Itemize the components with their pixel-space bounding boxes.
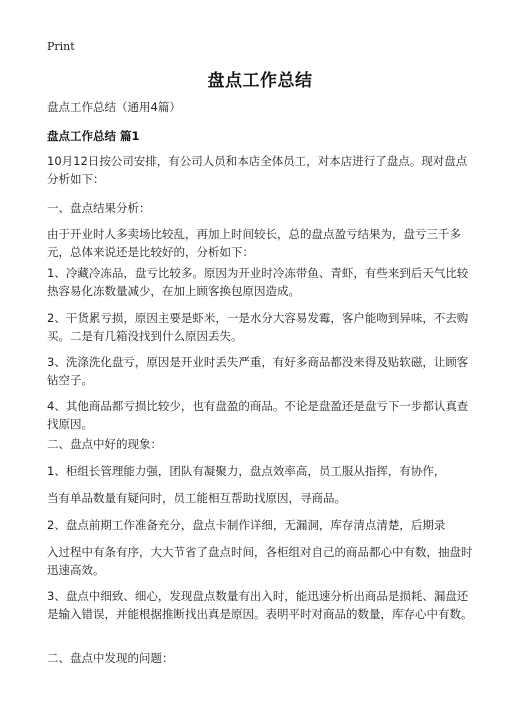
paragraph-good-2b: 入过程中有条有序，大大节省了盘点时间，各柜组对自己的商品都心中有数，抽盘时迅速高效。 (47, 545, 473, 577)
paragraph-result-summary: 由于开业时人多卖场比较乱，再加上时间较长，总的盘点盈亏结果为，盘亏三千多元，总体来说还是比较好的，分析如下： (47, 227, 461, 259)
paragraph-good-3: 3、盘点中细致、细心，发现盘点数量有出入时，能迅速分析出商品是损耗、漏盘还是输入错误，并能根据推断找出真是原因。表明平时对商品的数量，库存心中有数。 (47, 589, 473, 621)
paragraph-heading-good-phenomena: 二、盘点中好的现象： (47, 437, 162, 451)
paragraph-good-1a: 1、柜组长管理能力强，团队有凝聚力，盘点效率高，员工服从指挥，有协作， (47, 464, 446, 478)
paragraph-item-1: 1、冷藏冷冻品，盘亏比较多。原因为开业时冷冻带鱼、青虾，有些来到后天气比较热容易化冻数量减少，在加上顾客换包原因造成。 (47, 266, 469, 298)
paragraph-intro: 10月12日按公司安排，有公司人员和本店全体员工，对本店进行了盘点。现对盘点分析如下： (47, 154, 468, 186)
paragraph-good-1b: 当有单品数量有疑问时，员工能相互帮助找原因，寻商品。 (47, 491, 346, 505)
page-title: 盘点工作总结 (207, 71, 313, 91)
paragraph-item-3: 3、洗涤洗化盘亏，原因是开业时丢失严重，有好多商品都没来得及贴软磁，让顾客钻空子。 (47, 355, 469, 387)
print-link[interactable]: Print (47, 40, 75, 53)
document-subtitle: 盘点工作总结（通用4篇） (47, 100, 181, 114)
paragraph-good-2a: 2、盘点前期工作准备充分，盘点卡制作详细，无漏洞，库存清点清楚，后期录 (47, 518, 446, 532)
paragraph-heading-result-analysis: 一、盘点结果分析： (47, 201, 151, 215)
paragraph-item-2: 2、干货累亏损，原因主要是虾米，一是水分大容易发霉，客户能吻到异味，不去购买。二是有几箱没找到什么原因丢失。 (47, 311, 469, 343)
section-heading: 盘点工作总结 篇1 (47, 129, 140, 143)
paragraph-heading-problems: 二、盘点中发现的问题： (47, 651, 174, 665)
paragraph-item-4: 4、其他商品都亏损比较少，也有盘盈的商品。不论是盘盈还是盘亏下一步都认真查找原因。 (47, 399, 469, 431)
